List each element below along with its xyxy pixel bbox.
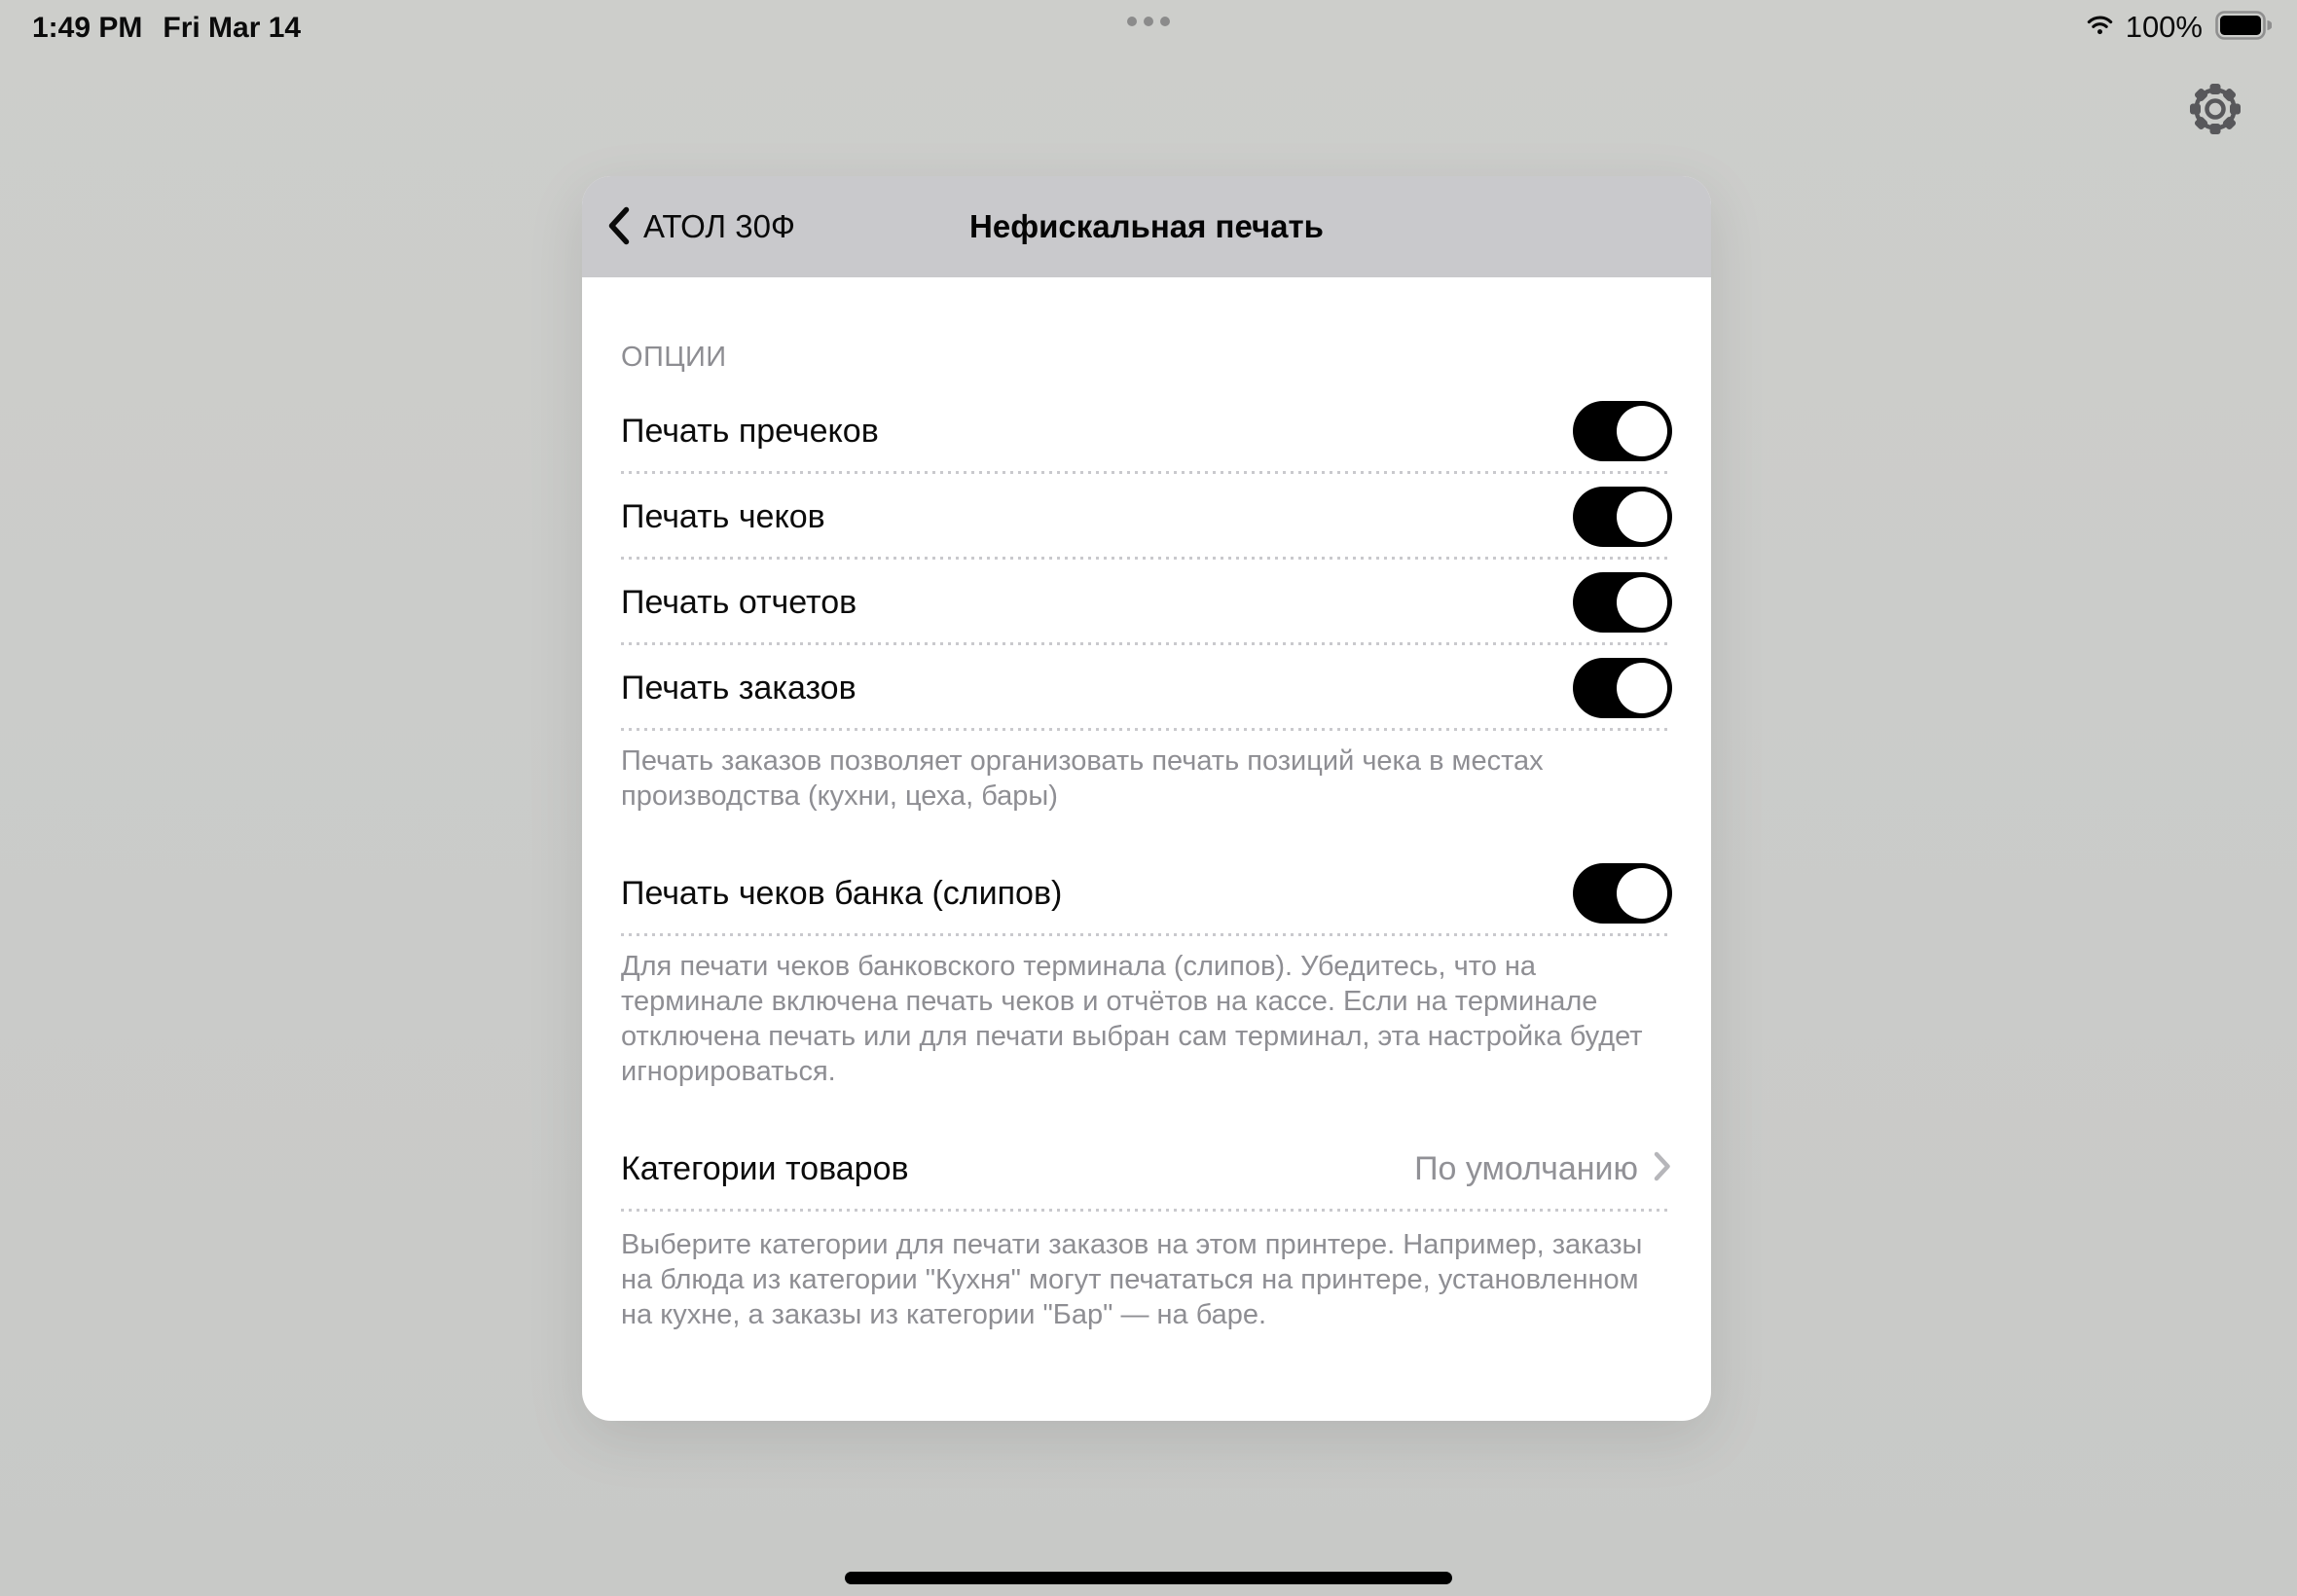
dot bbox=[1160, 17, 1170, 26]
print-bank-slips-description: Для печати чеков банковского терминала (слипов). Убедитесь, что на терминале включена печать чеков и отчётов на кассе. Если на терминале отключена печать или для печати выбран сам терминал, эта настройка будет игнорироваться. bbox=[621, 951, 1643, 1087]
setting-row-print-receipts bbox=[621, 474, 1672, 560]
row-label: Печать чеков bbox=[621, 497, 825, 535]
dot bbox=[1127, 17, 1137, 26]
setting-row-print-orders bbox=[621, 645, 1672, 731]
chevron-left-icon bbox=[607, 206, 630, 248]
back-button-label: АТОЛ 30Ф bbox=[643, 208, 796, 244]
toggle-knob bbox=[1617, 577, 1667, 628]
toggle-print-bank-slips[interactable] bbox=[1573, 863, 1672, 924]
home-indicator[interactable] bbox=[845, 1572, 1452, 1584]
setting-row-print-reports bbox=[621, 560, 1672, 645]
divider bbox=[621, 1209, 1672, 1212]
back-button[interactable] bbox=[607, 176, 795, 277]
toggle-print-orders[interactable] bbox=[1573, 658, 1672, 718]
toggle-knob bbox=[1617, 406, 1667, 456]
toggle-print-reports[interactable] bbox=[1573, 572, 1672, 633]
toggle-print-receipts[interactable] bbox=[1573, 487, 1672, 547]
row-label: Категории товаров bbox=[621, 1149, 909, 1187]
section-label: ОПЦИИ bbox=[621, 342, 727, 373]
dot bbox=[1144, 17, 1153, 26]
divider bbox=[621, 728, 1672, 731]
sheet-body bbox=[582, 277, 1711, 1332]
multitask-dots-icon[interactable] bbox=[1127, 17, 1170, 26]
category-row-value: По умолчанию bbox=[1414, 1149, 1638, 1187]
wifi-icon bbox=[2087, 15, 2113, 40]
row-label: Печать чеков банка (слипов) bbox=[621, 874, 1063, 912]
setting-row-print-bank-slips bbox=[621, 851, 1672, 936]
product-categories-description: Выберите категории для печати заказов на этом принтере. Например, заказы на блюда из категории "Кухня" могут печататься на принтере, установленном на кухне, а заказы из категории "Бар" — на баре. bbox=[621, 1229, 1643, 1330]
divider bbox=[621, 933, 1672, 936]
toggle-knob bbox=[1617, 868, 1667, 919]
print-orders-description: Печать заказов позволяет организовать печать позиций чека в местах производства (кухни, цеха, бары) bbox=[621, 745, 1544, 812]
sheet-title: Нефискальная печать bbox=[969, 208, 1324, 244]
settings-gear-icon[interactable] bbox=[2190, 84, 2241, 134]
printer-settings-sheet bbox=[582, 176, 1711, 1421]
toggle-knob bbox=[1617, 663, 1667, 713]
row-label: Печать пречеков bbox=[621, 412, 879, 450]
battery-percent: 100% bbox=[2125, 10, 2203, 44]
setting-row-product-categories[interactable] bbox=[621, 1126, 1672, 1212]
battery-icon bbox=[2215, 11, 2272, 45]
toggle-print-prechecks[interactable] bbox=[1573, 401, 1672, 461]
row-label: Печать отчетов bbox=[621, 583, 857, 621]
status-bar bbox=[0, 0, 2297, 54]
status-date: Fri Mar 14 bbox=[163, 12, 302, 44]
row-label: Печать заказов bbox=[621, 669, 857, 707]
toggle-knob bbox=[1617, 491, 1667, 542]
status-time: 1:49 PM bbox=[32, 12, 143, 44]
setting-row-print-prechecks bbox=[621, 388, 1672, 474]
chevron-right-icon bbox=[1652, 1150, 1672, 1187]
sheet-header bbox=[582, 176, 1711, 277]
